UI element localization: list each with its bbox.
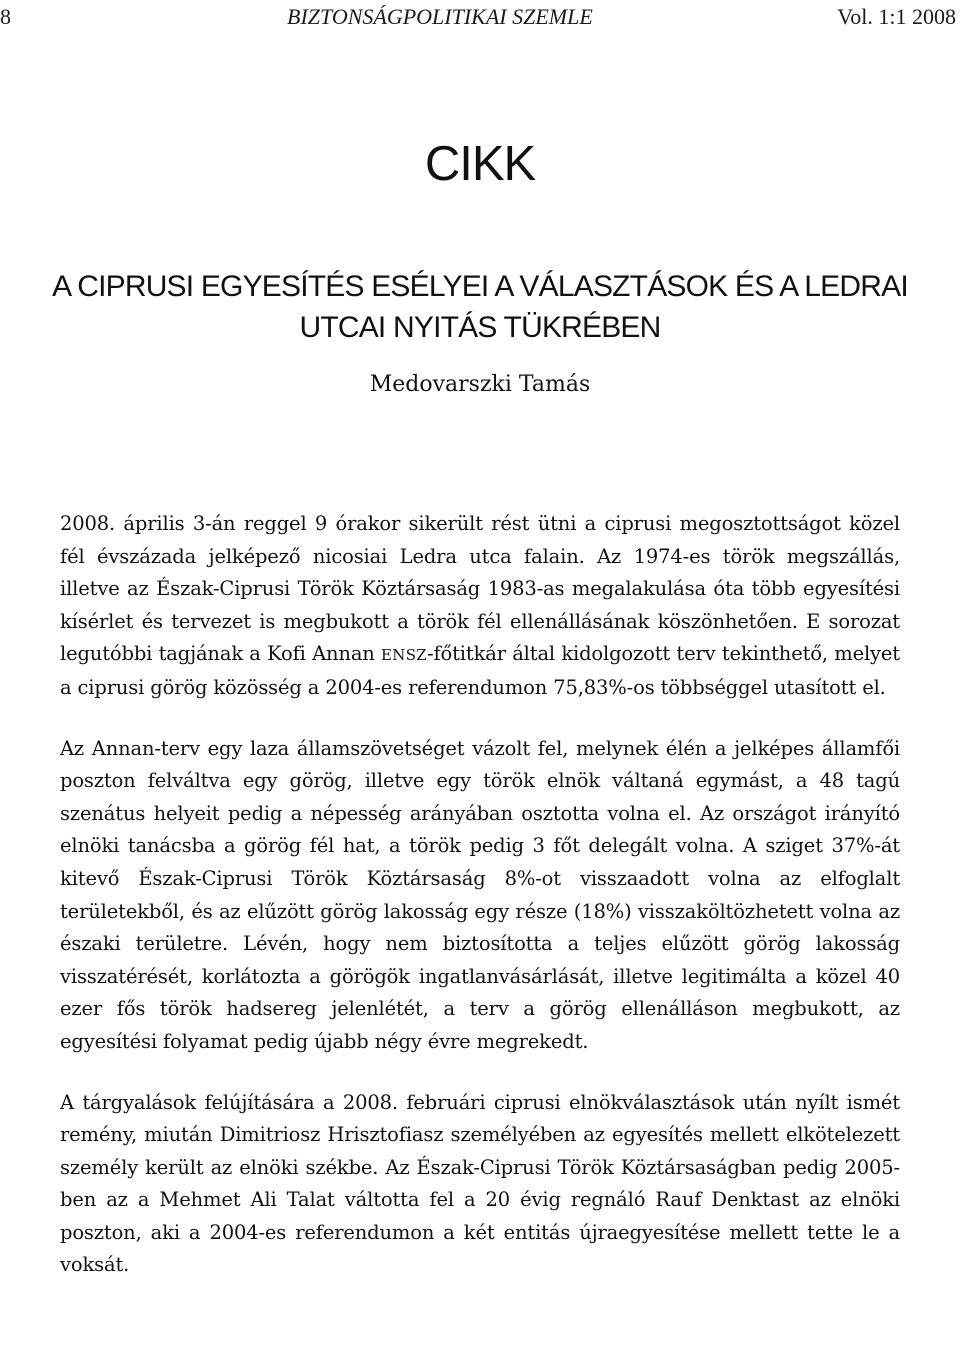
section-label: CIKK xyxy=(424,137,536,191)
abbreviation-enszn: ENSZ xyxy=(381,646,428,665)
page-number: 8 xyxy=(0,4,11,29)
article-body xyxy=(60,508,900,1282)
article-author: Medovarszki Tamás xyxy=(369,372,591,397)
journal-title: BIZTONSÁGPOLITIKAI SZEMLE xyxy=(287,4,593,29)
paragraph-1-text-b: -főtitkár által kidolgozott terv tekinthető, melyet a ciprusi görög közösség a 2004-es referendumon 75,83%-os többséggel utasított el. xyxy=(60,642,900,699)
article-title: A CIPRUSI EGYESÍTÉS ESÉLYEI A VÁLASZTÁSOK ÉS A LEDRAI UTCAI NYITÁS TÜKRÉBEN xyxy=(52,270,908,344)
running-header xyxy=(0,4,960,34)
paragraph-1-text-a: 2008. április 3-án reggel 9 órakor sikerült rést ütni a ciprusi megosztottságot közel fél évszázada jelképező nicosiai Ledra utca falain. Az 1974-es török megszállás, illetve az Észak-Ciprusi Török Köztársaság 1983-as megalakulása óta több egyesítési kísérlet és tervezet is megbukott a török fél ellenállásának köszönhetően. E sorozat legutóbbi tagjának a Kofi Annan xyxy=(60,512,900,666)
paragraph-3: A tárgyalások felújítására a 2008. februári ciprusi elnökválasztások után nyílt ismét remény, miután Dimitriosz Hrisztofiasz személyében az egyesítés mellett elkötelezett személy került az elnöki székbe. Az Észak-Ciprusi Török Köztársaságban pedig 2005-ben az a Mehmet Ali Talat váltotta fel a 20 évig regnáló Rauf Denktast az elnöki poszton, aki a 2004-es referendumon a két entitás újraegyesítése mellett tette le a voksát. xyxy=(60,1090,900,1277)
volume-info: Vol. 1:1 2008 xyxy=(837,4,956,29)
paragraph-1 xyxy=(60,508,900,705)
paragraph-2: Az Annan-terv egy laza államszövetséget vázolt fel, melynek élén a jelképes államfői poszton felváltva egy görög, illetve egy török elnök váltaná egymást, a 48 tagú szenátus helyeit pedig a népesség arányában osztotta volna el. Az országot irányító elnöki tanácsba a görög fél hat, a török pedig 3 főt delegált volna. A sziget 37%-át kitevő Észak-Ciprusi Török Köztársaság 8%-ot visszaadott volna az elfoglalt területekből, és az elűzött görög lakosság egy része (18%) visszaköltözhetett volna az északi területre. Lévén, hogy nem biztosította a teljes elűzött görög lakosság visszatérését, korlátozta a görögök ingatlanvásárlását, illetve legitimálta a közel 40 ezer fős török hadsereg jelenlétét, a terv a görög ellenálláson megbukott, az egyesítési folyamat pedig újabb négy évre megrekedt. xyxy=(60,736,900,1053)
